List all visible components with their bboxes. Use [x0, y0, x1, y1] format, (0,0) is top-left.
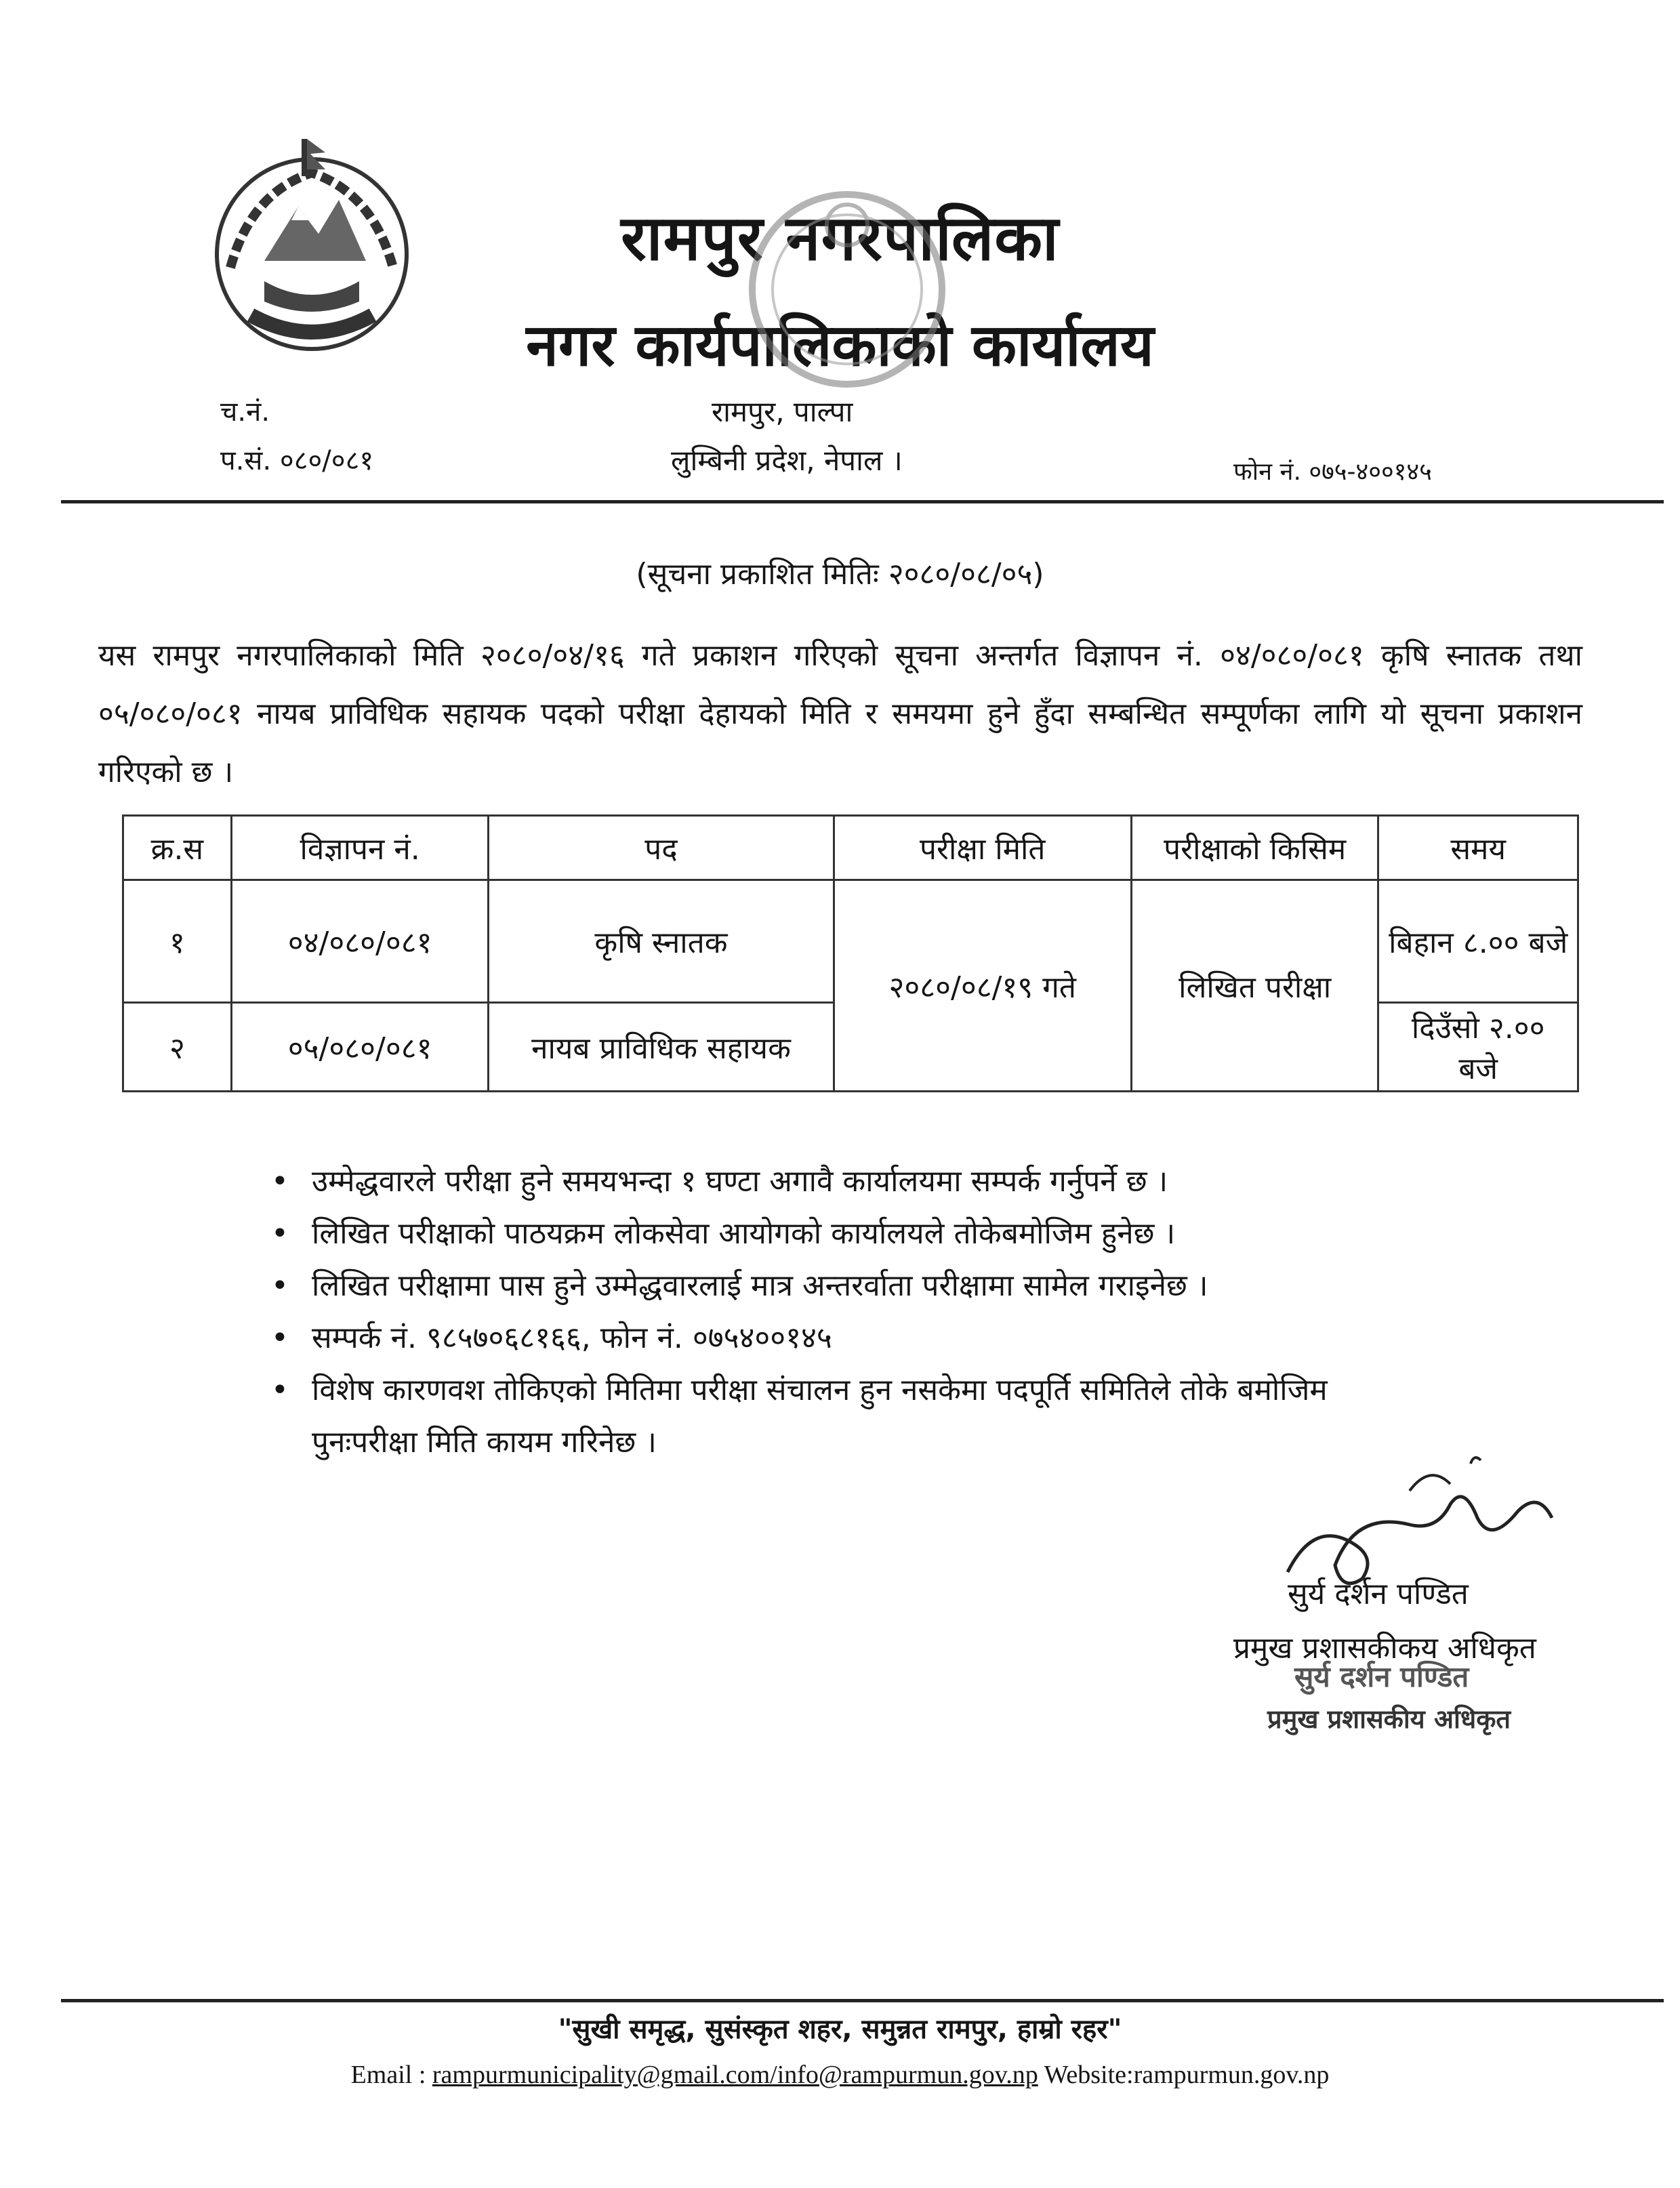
list-item	[271, 1260, 1342, 1312]
bullet-icon: •	[271, 1216, 289, 1251]
col-header-sn: क्र.स	[123, 816, 232, 880]
stamp-name: सुर्य दर्शन पण्डित	[1294, 1660, 1469, 1693]
cell-exam-type: लिखित परीक्षा	[1131, 880, 1378, 1092]
col-header-exam-type: परीक्षाको किसिम	[1131, 816, 1378, 880]
published-date: (सूचना प्रकाशित मितिः २०८०/०८/०५)	[636, 557, 1044, 592]
signatory-name: सुर्य दर्शन पण्डित	[1288, 1577, 1469, 1611]
exam-schedule-table	[122, 814, 1579, 1092]
instruction-text: लिखित परीक्षामा पास हुने उम्मेद्धवारलाई मात्र अन्तरर्वाता परीक्षामा सामेल गराइनेछ ।	[312, 1268, 1208, 1303]
cell-ad-no: ०४/०८०/०८१	[231, 880, 489, 1003]
col-header-time: समय	[1378, 816, 1578, 880]
fiscal-year: प.सं. ०८०/०८१	[220, 445, 374, 476]
signatory-title: प्रमुख प्रशासकीकय अधिकृत	[1233, 1631, 1536, 1666]
office-seal-icon	[732, 178, 962, 401]
bullet-icon: •	[271, 1321, 289, 1355]
office-subtitle: नगर कार्यपालिकाको कार्यालय	[526, 312, 1154, 379]
footer-divider	[61, 1999, 1664, 2002]
bullet-icon: •	[271, 1373, 289, 1407]
instruction-text: सम्पर्क नं. ९८५७०६८१६६, फोन नं. ०७५४००१४५	[312, 1321, 832, 1355]
cell-post: कृषि स्नातक	[489, 880, 834, 1003]
instruction-list	[271, 1155, 1342, 1468]
list-item	[271, 1207, 1342, 1260]
office-title: रामपुर नगरपालिका	[621, 202, 1059, 274]
email-label: Email :	[350, 2061, 426, 2089]
instruction-text: विशेष कारणवश तोकिएको मितिमा परीक्षा संचालन हुन नसकेमा पदपूर्ति समितिले तोके बमोजिम पुनःपरीक्षा मिति कायम गरिनेछ ।	[312, 1373, 1328, 1460]
col-header-post: पद	[489, 816, 834, 880]
footer-motto: "सुखी समृद्ध, सुसंस्कृत शहर, समुन्नत रामपुर, हाम्रो रहर"	[558, 2014, 1122, 2045]
cell-exam-date: २०८०/०८/१९ गते	[834, 880, 1131, 1092]
website-link[interactable]: rampurmun.gov.np	[1133, 2061, 1330, 2089]
reference-number-label: च.नं.	[220, 396, 270, 428]
bullet-icon: •	[271, 1268, 289, 1303]
col-header-exam-date: परीक्षा मिति	[834, 816, 1131, 880]
cell-time: बिहान ८.०० बजे	[1378, 880, 1578, 1003]
col-header-ad-no: विज्ञापन नं.	[231, 816, 489, 880]
cell-sn: २	[123, 1003, 232, 1092]
list-item	[271, 1364, 1342, 1468]
table-row	[123, 880, 1578, 1003]
website-label: Website:	[1044, 2061, 1134, 2089]
list-item	[271, 1312, 1342, 1364]
cell-sn: १	[123, 880, 232, 1003]
address-line-2: लुम्बिनी प्रदेश, नेपाल ।	[671, 444, 903, 477]
instruction-text: लिखित परीक्षाको पाठयक्रम लोकसेवा आयोगको कार्यालयले तोकेबमोजिम हुनेछ ।	[312, 1216, 1176, 1251]
notice-body: यस रामपुर नगरपालिकाको मिति २०८०/०४/१६ गते प्रकाशन गरिएको सूचना अन्तर्गत विज्ञापन नं. ०४/०८०/०८१ कृषि स्नातक तथा ०५/०८०/०८१ नायब प्राविधिक सहायक पदको परीक्षा देहायको मिति र समयमा हुने हुँदा सम्बन्धित सम्पूर्णका लागि यो सूचना प्रकाशन गरिएको छ ।	[98, 638, 1582, 789]
address-line-1: रामपुर, पाल्पा	[712, 395, 853, 428]
cell-post: नायब प्राविधिक सहायक	[489, 1003, 834, 1092]
list-item	[271, 1155, 1342, 1207]
email-link[interactable]: rampurmunicipality@gmail.com/info@rampurmun.gov.np	[432, 2061, 1038, 2089]
header-divider	[61, 500, 1664, 503]
stamp-title: प्रमुख प्रशासकीय अधिकृत	[1267, 1704, 1511, 1734]
office-phone: फोन नं. ०७५-४००१४५	[1233, 458, 1432, 486]
cell-time: दिउँसो २.०० बजे	[1378, 1003, 1578, 1092]
footer-contact	[0, 2060, 1680, 2090]
bullet-icon: •	[271, 1164, 289, 1199]
instruction-text: उम्मेद्धवारले परीक्षा हुने समयभन्दा १ घण्टा अगावै कार्यालयमा सम्पर्क गर्नुपर्ने छ ।	[312, 1164, 1168, 1199]
table-header-row	[123, 816, 1578, 880]
cell-ad-no: ०५/०८०/०८१	[231, 1003, 489, 1092]
